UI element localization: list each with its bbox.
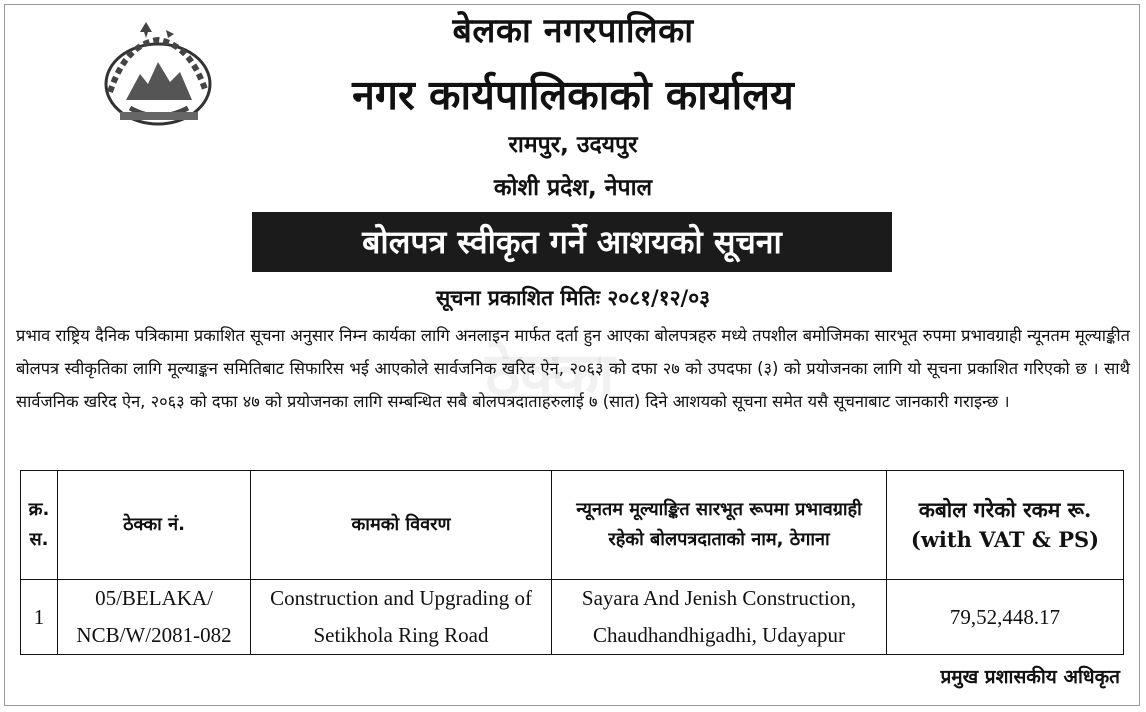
notice-body: प्रभाव राष्ट्रिय दैनिक पत्रिकामा प्रकाशित सूचना अनुसार निम्न कार्यका लागि अनलाइन मार्फत दर्ता हुन आएका बोलपत्रहरु मध्ये तपशील बमोजिमका सारभूत रुपमा प्रभावग्राही न्यूनतम मूल्याङ्कीत बोलपत्र स्वीकृतिका लागि मूल्याङ्कन समितिबाट सिफारिस भई आएकोले सार्वजनिक खरिद ऐन, २०६३ को दफा २७ को उपदफा (३) को प्रयोजनका लागि यो सूचना प्रकाशित गरिएको छ । साथै सार्वजनिक खरिद ऐन, २०६३ को दफा ४७ को प्रयोजनका लागि सम्बन्धित सबै बोलपत्रदाताहरुलाई ७ (सात) दिने आशयको सूचना समेत यसै सूचनाबाट जानकारी गराइन्छ । bbox=[16, 326, 1130, 411]
office-name: नगर कार्यपालिकाको कार्यालय bbox=[352, 71, 794, 119]
header-sn: क्र. स. bbox=[21, 471, 58, 580]
cell-contract-no: 05/BELAKA/ NCB/W/2081-082 bbox=[58, 580, 251, 655]
notice-title-banner: बोलपत्र स्वीकृत गर्ने आशयको सूचना bbox=[252, 212, 892, 272]
signature-title: प्रमुख प्रशासकीय अधिकृत bbox=[940, 666, 1120, 688]
cell-sn: 1 bbox=[21, 580, 58, 655]
header-amount: कबोल गरेको रकम रू. (with VAT & PS) bbox=[887, 471, 1124, 580]
header-contract-no: ठेक्का नं. bbox=[58, 471, 251, 580]
header-bidder: न्यूनतम मूल्याङ्कित सारभूत रूपमा प्रभावग्राही रहेको बोलपत्रदाताको नाम, ठेगाना bbox=[552, 471, 887, 580]
municipality-name: बेलका नगरपालिका bbox=[452, 11, 694, 51]
address-line-2: कोशी प्रदेश, नेपाल bbox=[493, 175, 653, 201]
header-work-description: कामको विवरण bbox=[251, 471, 552, 580]
watermark: ठेक्का bbox=[485, 340, 615, 410]
cell-bidder: Sayara And Jenish Construction, Chaudhandhigadhi, Udayapur bbox=[552, 580, 887, 655]
publication-date: सूचना प्रकाशित मितिः २०८१/१२/०३ bbox=[435, 286, 711, 310]
table-header-row bbox=[21, 471, 1124, 580]
cell-amount: 79,52,448.17 bbox=[887, 580, 1124, 655]
tender-table bbox=[20, 470, 1124, 655]
address-line-1: रामपुर, उदयपुर bbox=[508, 132, 638, 158]
table-row bbox=[21, 580, 1124, 655]
cell-work-description: Construction and Upgrading of Setikhola Ring Road bbox=[251, 580, 552, 655]
